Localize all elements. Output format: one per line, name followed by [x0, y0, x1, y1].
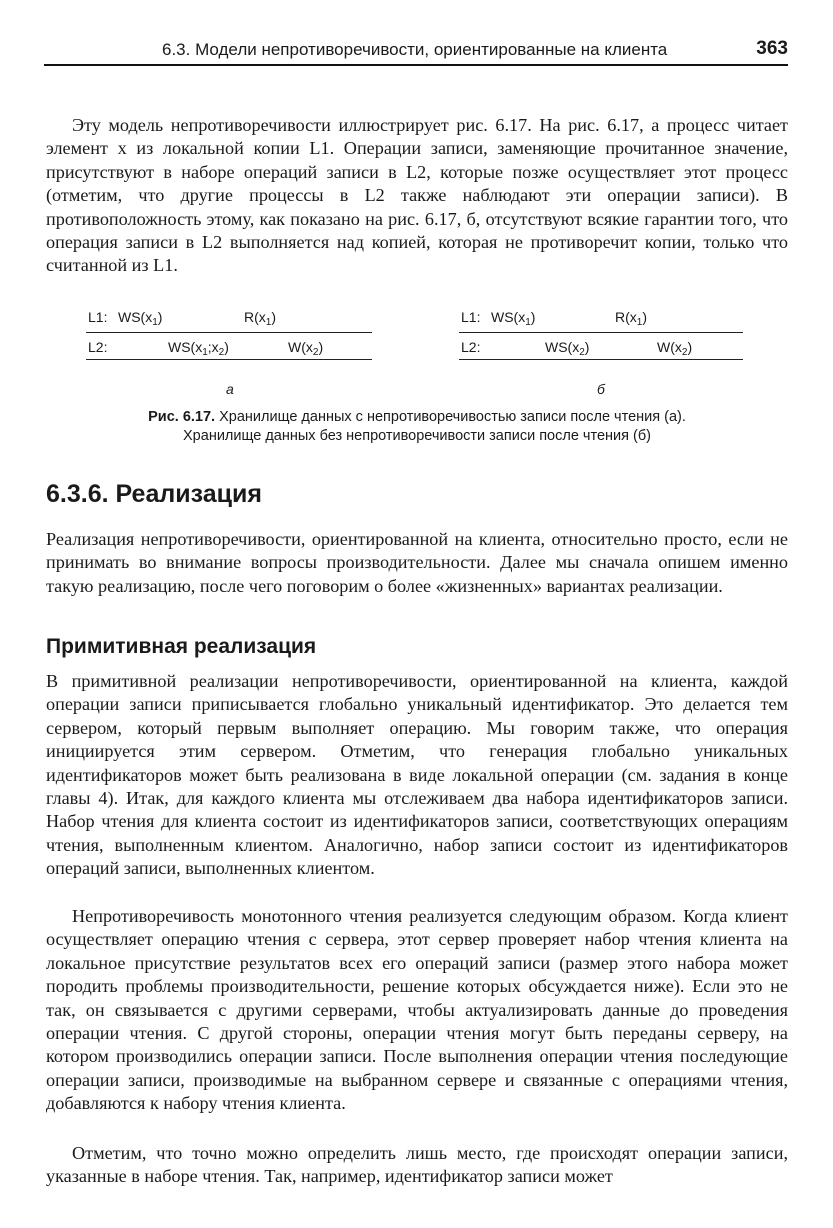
panel-a-l1-label: L1: — [88, 309, 108, 325]
panel-b-l1-op-2: $R(x_1)$ — [615, 309, 648, 328]
caption-line-1 — [46, 408, 788, 427]
figure-panel-a — [86, 309, 372, 359]
figure-panel-b — [459, 309, 743, 359]
panel-b-timeline-l1 — [459, 332, 743, 333]
body-paragraph-3: Отметим, что точно можно определить лишь место, где происходят операции записи, указанные в наборе чтения. Так, например, идентификатор записи может — [46, 1143, 788, 1187]
intro-paragraph: Эту модель непротиворечивости иллюстрирует рис. 6.17. На рис. 6.17, а процесс читает элемент x из локальной копии L1. Операции записи, заменяющие прочитанное значение, присутствуют в наборе операций записи в L2, которые позже осуществляет этот процесс (отметим, что другие процессы в L2 также наблюдают эти операции записи). В противоположность этому, как показано на рис. 6.17, б, отсутствуют всякие гарантии того, что операция записи в L2 выполняется над копией, которая не противоречит копии, только что считанной из L1. — [46, 115, 788, 276]
body-paragraph-1: В примитивной реализации непротиворечивости, ориентированной на клиента, каждой операции записи приписывается глобально уникальный идентификатор. Это делается тем сервером, который первым выполняет операцию. Мы говорим также, что операция инициируется этим сервером. Отметим, что генерация глобально уникальных идентификаторов может быть реализована в виде локальной операции (см. задания в конце главы 4). Итак, для каждого клиента мы отслеживаем два набора идентификаторов записи. Набор чтения для клиента состоит из идентификаторов записи, соответствующих операциям чтения, выполненным клиентом. Аналогично, набор записи состоит из идентификаторов операций записи, выполненных клиентом. — [46, 671, 788, 879]
panel-a-l1-op-1: $WS(x_1)$ — [118, 309, 163, 328]
panel-b-l2-op-2: $W(x_2)$ — [657, 339, 693, 358]
subsection-heading: Примитивная реализация — [46, 635, 317, 658]
caption-text-2: Хранилище данных без непротиворечивости записи после чтения (б) — [183, 428, 651, 444]
panel-a-letter: а — [226, 381, 234, 397]
running-header-title: 6.3. Модели непротиворечивости, ориентированные на клиента — [162, 40, 668, 59]
panel-b-timeline-l2 — [459, 359, 743, 360]
section-heading: 6.3.6. Реализация — [46, 480, 262, 508]
section-paragraph: Реализация непротиворечивости, ориентированной на клиента, относительно просто, если не принимать во внимание вопросы производительности. Далее мы сначала опишем именно такую реализацию, после чего поговорим о более «жизненных» вариантах реализации. — [46, 529, 788, 596]
panel-a-l1-op-2: $R(x_1)$ — [244, 309, 277, 328]
caption-text-1: Хранилище данных с непротиворечивостью записи после чтения (а). — [219, 409, 686, 425]
panel-b-l2-op-1: $WS(x_2)$ — [545, 339, 590, 358]
figure-caption — [46, 408, 788, 446]
panel-b-letter: б — [597, 381, 605, 397]
panel-a-timeline-l1 — [86, 332, 372, 333]
panel-b-l1-label: L1: — [461, 309, 481, 325]
running-header — [44, 38, 788, 66]
panel-b-l1-op-1: $WS(x_1)$ — [491, 309, 536, 328]
panel-a-l2-label: L2: — [88, 339, 108, 355]
body-paragraph-2: Непротиворечивость монотонного чтения реализуется следующим образом. Когда клиент осуществляет операцию чтения с сервера, этот сервер проверяет набор чтения клиента на локальное присутствие результатов всех его операций записи (размер этого набора может породить проблемы производительности, решение которых обсуждается ниже). Если это не так, он связывается с другими серверами, чтобы актуализировать данные до проведения операции чтения. С другой стороны, операции чтения могут быть переданы серверу, на котором производились операции записи. После выполнения операции чтения последующие операции записи, производимые на выбранном сервере и связанные с операциями чтения, добавляются к набору чтения клиента. — [46, 906, 788, 1114]
page-number: 363 — [756, 38, 788, 59]
panel-a-timeline-l2 — [86, 359, 372, 360]
panel-a-l2-op-1: $WS(x_1;x_2)$ — [168, 339, 229, 358]
caption-label: Рис. 6.17. — [148, 409, 216, 425]
panel-a-l2-op-2: $W(x_2)$ — [288, 339, 324, 358]
panel-b-l2-label: L2: — [461, 339, 481, 355]
